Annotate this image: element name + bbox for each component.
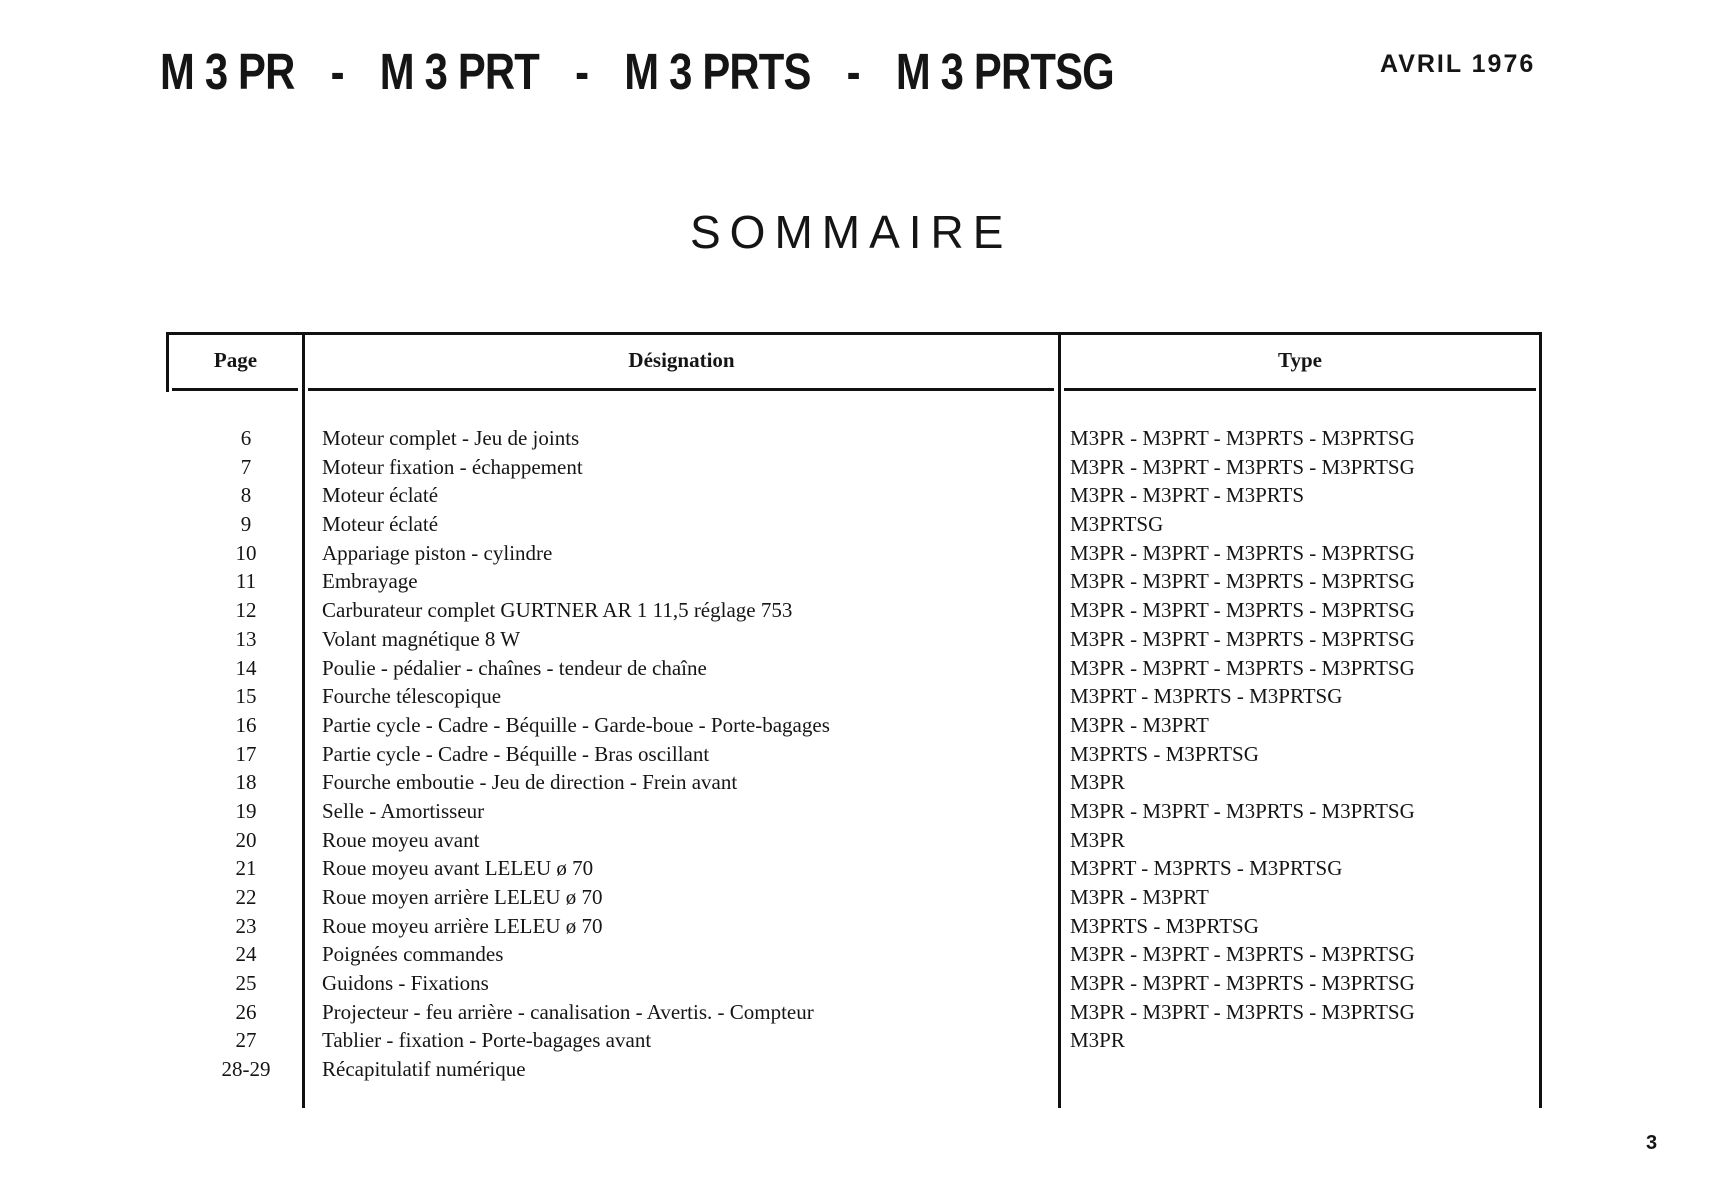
column-header-type: Type	[1278, 348, 1322, 372]
table-row	[166, 541, 1542, 570]
row-designation: Roue moyen arrière LELEU ø 70	[322, 885, 603, 909]
row-type: M3PR - M3PRT - M3PRTS - M3PRTSG	[1070, 655, 1415, 680]
table-row	[166, 627, 1542, 656]
table-row	[166, 713, 1542, 742]
row-type: M3PR - M3PRT	[1070, 712, 1209, 737]
row-page: 19	[235, 798, 257, 823]
model-list-header	[160, 42, 1114, 101]
row-designation: Moteur fixation - échappement	[322, 454, 583, 479]
row-type: M3PR - M3PRT - M3PRTS - M3PRTSG	[1070, 971, 1415, 996]
row-type: M3PR	[1070, 827, 1125, 852]
table-row	[166, 971, 1542, 1000]
row-page: 8	[240, 483, 252, 508]
row-designation: Moteur complet - Jeu de joints	[322, 426, 580, 450]
row-page: 28-29	[221, 1057, 271, 1082]
table-row	[166, 569, 1542, 598]
model-title: M 3 PRTSG	[895, 43, 1114, 100]
table-row	[166, 483, 1542, 512]
header-underline	[1064, 388, 1536, 391]
row-designation: Moteur éclaté	[322, 512, 439, 537]
row-designation: Fourche emboutie - Jeu de direction - Frein avant	[322, 770, 738, 795]
row-page: 17	[235, 741, 257, 766]
row-designation: Poignées commandes	[322, 942, 504, 967]
table-row	[166, 455, 1542, 484]
table-row	[166, 1000, 1542, 1029]
row-page: 21	[235, 856, 257, 881]
table-row	[166, 856, 1542, 885]
row-type: M3PR - M3PRT	[1070, 885, 1209, 909]
table-top-rule	[166, 332, 1542, 335]
page-title: SOMMAIRE	[690, 206, 1013, 258]
row-type: M3PR - M3PRT - M3PRTS	[1070, 483, 1304, 508]
table-row	[166, 942, 1542, 971]
row-designation: Roue moyeu avant LELEU ø 70	[322, 856, 594, 881]
table-row	[166, 914, 1542, 943]
row-type: M3PR - M3PRT - M3PRTS - M3PRTSG	[1070, 540, 1415, 565]
row-page: 11	[235, 569, 257, 594]
row-designation: Tablier - fixation - Porte-bagages avant	[322, 1028, 652, 1053]
row-designation: Carburateur complet GURTNER AR 1 11,5 réglage 753	[322, 598, 793, 623]
row-page: 20	[235, 827, 257, 852]
row-type: M3PRT - M3PRTS - M3PRTSG	[1070, 856, 1343, 881]
row-type: M3PR	[1070, 770, 1125, 795]
table-row	[166, 1028, 1542, 1057]
row-type: M3PR	[1070, 1028, 1125, 1053]
row-page: 12	[235, 598, 257, 623]
row-designation: Selle - Amortisseur	[322, 798, 485, 823]
table-row	[166, 799, 1542, 828]
model-title: M 3 PRT	[379, 43, 540, 100]
row-designation: Fourche télescopique	[322, 684, 502, 709]
row-page: 7	[240, 454, 252, 479]
header-underline	[172, 388, 298, 391]
row-designation: Roue moyeu arrière LELEU ø 70	[322, 913, 603, 938]
row-page: 18	[235, 770, 257, 795]
table-row	[166, 598, 1542, 627]
column-header-designation: Désignation	[628, 348, 735, 372]
row-type: M3PR - M3PRT - M3PRTS - M3PRTSG	[1070, 999, 1415, 1024]
row-type: M3PR - M3PRT - M3PRTS - M3PRTSG	[1070, 598, 1415, 623]
table-row	[166, 885, 1542, 914]
row-type: M3PRTSG	[1070, 512, 1164, 537]
row-type: M3PR - M3PRT - M3PRTS - M3PRTSG	[1070, 626, 1415, 651]
row-designation: Moteur éclaté	[322, 483, 439, 508]
header-underline	[308, 388, 1054, 391]
column-header-page: Page	[213, 348, 258, 372]
row-designation: Récapitulatif numérique	[322, 1057, 526, 1082]
row-designation: Volant magnétique 8 W	[322, 626, 521, 651]
row-page: 24	[235, 942, 257, 967]
summary-table	[166, 332, 1542, 1110]
model-title: M 3 PRTS	[624, 43, 811, 100]
model-separator: -	[575, 43, 589, 100]
table-row	[166, 770, 1542, 799]
row-page: 27	[235, 1028, 257, 1053]
row-type: M3PRTS - M3PRTSG	[1070, 913, 1259, 938]
model-separator: -	[846, 43, 860, 100]
table-row	[166, 684, 1542, 713]
row-type: M3PR - M3PRT - M3PRTS - M3PRTSG	[1070, 942, 1415, 967]
table-row	[166, 512, 1542, 541]
page-number: 3	[1646, 1132, 1658, 1154]
row-designation: Appariage piston - cylindre	[322, 540, 553, 565]
table-row	[166, 828, 1542, 857]
row-type: M3PRTS - M3PRTSG	[1070, 741, 1259, 766]
row-page: 22	[235, 885, 257, 909]
row-designation: Poulie - pédalier - chaînes - tendeur de chaîne	[322, 655, 707, 680]
row-page: 14	[235, 655, 257, 680]
row-page: 15	[235, 684, 257, 709]
row-type: M3PR - M3PRT - M3PRTS - M3PRTSG	[1070, 798, 1415, 823]
row-designation: Partie cycle - Cadre - Béquille - Garde-boue - Porte-bagages	[322, 712, 830, 737]
row-designation: Partie cycle - Cadre - Béquille - Bras oscillant	[322, 741, 710, 766]
row-page: 9	[240, 512, 252, 537]
row-page: 25	[235, 971, 257, 996]
table-row	[166, 426, 1542, 455]
table-body	[166, 426, 1542, 1086]
row-designation: Guidons - Fixations	[322, 971, 489, 996]
table-row	[166, 656, 1542, 685]
row-designation: Embrayage	[322, 569, 418, 594]
row-designation: Projecteur - feu arrière - canalisation - Avertis. - Compteur	[322, 999, 814, 1024]
row-type: M3PRT - M3PRTS - M3PRTSG	[1070, 684, 1343, 709]
row-page: 16	[235, 712, 257, 737]
row-page: 26	[235, 999, 257, 1024]
table-row	[166, 1057, 1542, 1086]
row-type: M3PR - M3PRT - M3PRTS - M3PRTSG	[1070, 426, 1415, 450]
row-page: 23	[235, 913, 257, 938]
document-date: AVRIL 1976	[1380, 50, 1536, 78]
row-type: M3PR - M3PRT - M3PRTS - M3PRTSG	[1070, 569, 1415, 594]
row-page: 10	[235, 540, 257, 565]
table-row	[166, 742, 1542, 771]
row-page: 13	[235, 626, 257, 651]
row-designation: Roue moyeu avant	[322, 827, 480, 852]
model-separator: -	[330, 43, 344, 100]
row-page: 6	[240, 426, 252, 450]
row-type: M3PR - M3PRT - M3PRTS - M3PRTSG	[1070, 454, 1415, 479]
model-title: M 3 PR	[160, 43, 295, 100]
